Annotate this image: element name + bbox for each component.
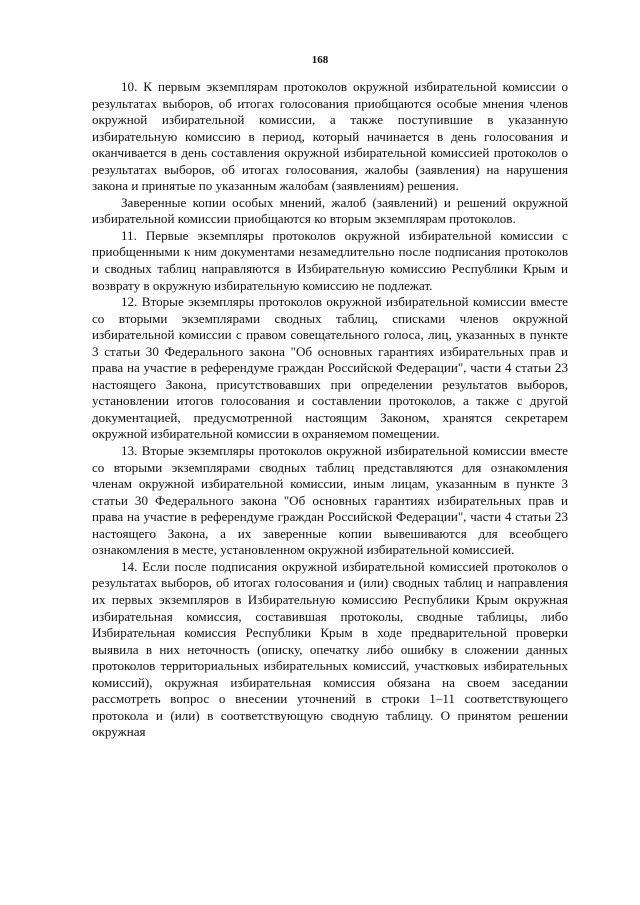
paragraph-13: 13. Вторые экземпляры протоколов окружной избирательной комиссии вместе со вторыми экземплярами сводных таблиц представляются для ознакомления членам окружной избирательной комиссии, иным лицам, указанным в пункте 3 статьи 30 Федерального закона "Об основных гарантиях избирательных прав и права на участие в референдуме граждан Российской Федерации", части 4 статьи 23 настоящего Закона, а их заверенные копии вывешиваются для всеобщего ознакомления в месте, установленном окружной избирательной комиссией. (92, 443, 568, 558)
paragraph-12: 12. Вторые экземпляры протоколов окружной избирательной комиссии вместе со вторыми экземплярами сводных таблиц, списками членов окружной избирательной комиссии с правом совещательного голоса, лиц, указанных в пункте 3 статьи 30 Федерального закона "Об основных гарантиях избирательных прав и права на участие в референдуме граждан Российской Федерации", части 4 статьи 23 настоящего Закона, присутствовавших при определении результатов выборов, установлении итогов голосования и составлении протоколов, а также с другой документацией, предусмотренной настоящим Законом, хранятся секретарем окружной избирательной комиссии в охраняемом помещении. (92, 294, 568, 442)
paragraph-10: 10. К первым экземплярам протоколов окружной избирательной комиссии о результатах выборов, об итогах голосования приобщаются особые мнения членов окружной избирательной комиссии, а также поступившие в указанную избирательную комиссию в период, который начинается в день голосования и оканчивается в день составления окружной избирательной комиссией протоколов о результатах выборов, об итогах голосования, жалобы (заявления) на нарушения закона и принятые по указанным жалобам (заявлениям) решения. (92, 79, 568, 194)
paragraph-10-continuation: Заверенные копии особых мнений, жалоб (заявлений) и решений окружной избирательной комиссии приобщаются ко вторым экземплярам протоколов. (92, 194, 568, 227)
page-number: 168 (311, 54, 329, 66)
paragraph-14: 14. Если после подписания окружной избирательной комиссией протоколов о результатах выборов, об итогах голосования и (или) сводных таблиц и направления их первых экземпляров в Избирательную комиссию Республики Крым окружная избирательная комиссия, составившая протоколы, сводные таблицы, либо Избирательная комиссия Республики Крым в ходе предварительной проверки выявила в них неточность (описку, опечатку либо ошибку в сложении данных протоколов территориальных избирательных комиссий, участковых избирательных комиссий), окружная избирательная комиссия обязана на своем заседании рассмотреть вопрос о внесении уточнений в строки 1–11 соответствующего протокола и (или) в соответствующую сводную таблицу. О принятом решении окружная (92, 558, 568, 740)
document-body (92, 79, 568, 741)
paragraph-11: 11. Первые экземпляры протоколов окружной избирательной комиссии с приобщенными к ним документами незамедлительно после подписания протоколов и сводных таблиц направляются в Избирательную комиссию Республики Крым и возврату в окружную избирательную комиссию не подлежат. (92, 227, 568, 293)
